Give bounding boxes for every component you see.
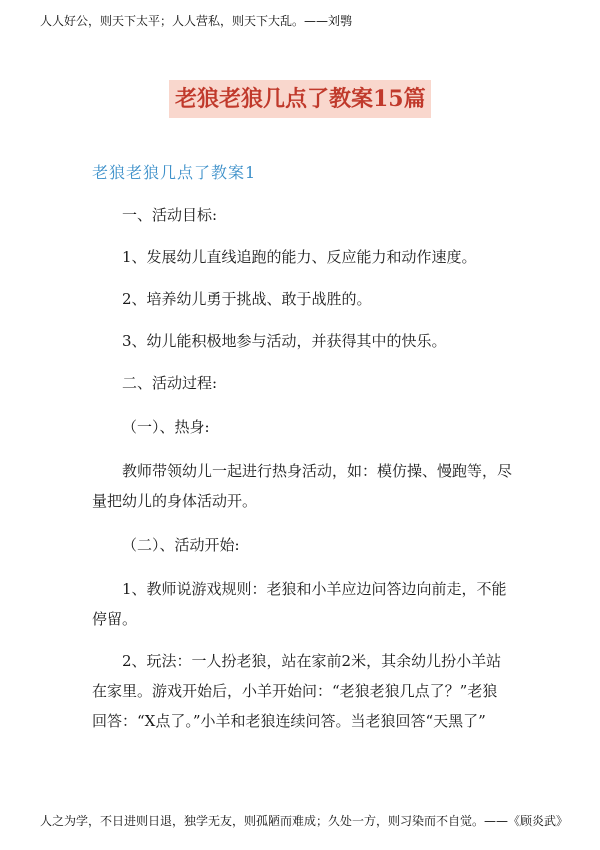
paragraph-warmup-heading: （一）、热身: (122, 418, 210, 436)
paragraph-goals-heading: 一、活动目标: (122, 206, 218, 224)
section-heading: 老狼老狼几点了教案1 (92, 163, 257, 182)
paragraph-process-heading: 二、活动过程: (122, 374, 218, 392)
paragraph-goal-2: 2、培养幼儿勇于挑战、敢于战胜的。 (122, 290, 372, 308)
paragraph-goal-1: 1、发展幼儿直线追跑的能力、反应能力和动作速度。 (122, 248, 477, 266)
document-title: 老狼老狼几点了教案15篇 (169, 80, 431, 118)
paragraph-rule-2: 2、玩法：一人扮老狼，站在家前2米，其余幼儿扮小羊站在家里。游戏开始后，小羊开始问：“老狼老狼几点了？”老狼回答：“X点了。”小羊和老狼连续问答。当老狼回答“天黑了” (92, 652, 502, 730)
title-container (0, 80, 600, 118)
paragraph-goal-3: 3、幼儿能积极地参与活动，并获得其中的快乐。 (122, 332, 447, 350)
paragraph-rule-1: 1、教师说游戏规则：老狼和小羊应边问答边向前走，不能停留。 (92, 580, 507, 628)
paragraph-warmup-body: 教师带领幼儿一起进行热身活动，如：模仿操、慢跑等，尽量把幼儿的身体活动开。 (92, 462, 513, 510)
paragraph-start-heading: （二）、活动开始: (122, 536, 240, 554)
header-quote: 人人好公，则天下太平；人人营私，则天下大乱。——刘鹗 (40, 14, 353, 28)
footer-quote: 人之为学，不日进则日退，独学无友，则孤陋而难成；久处一方，则习染而不自觉。——《顾炎武》 (40, 814, 569, 828)
